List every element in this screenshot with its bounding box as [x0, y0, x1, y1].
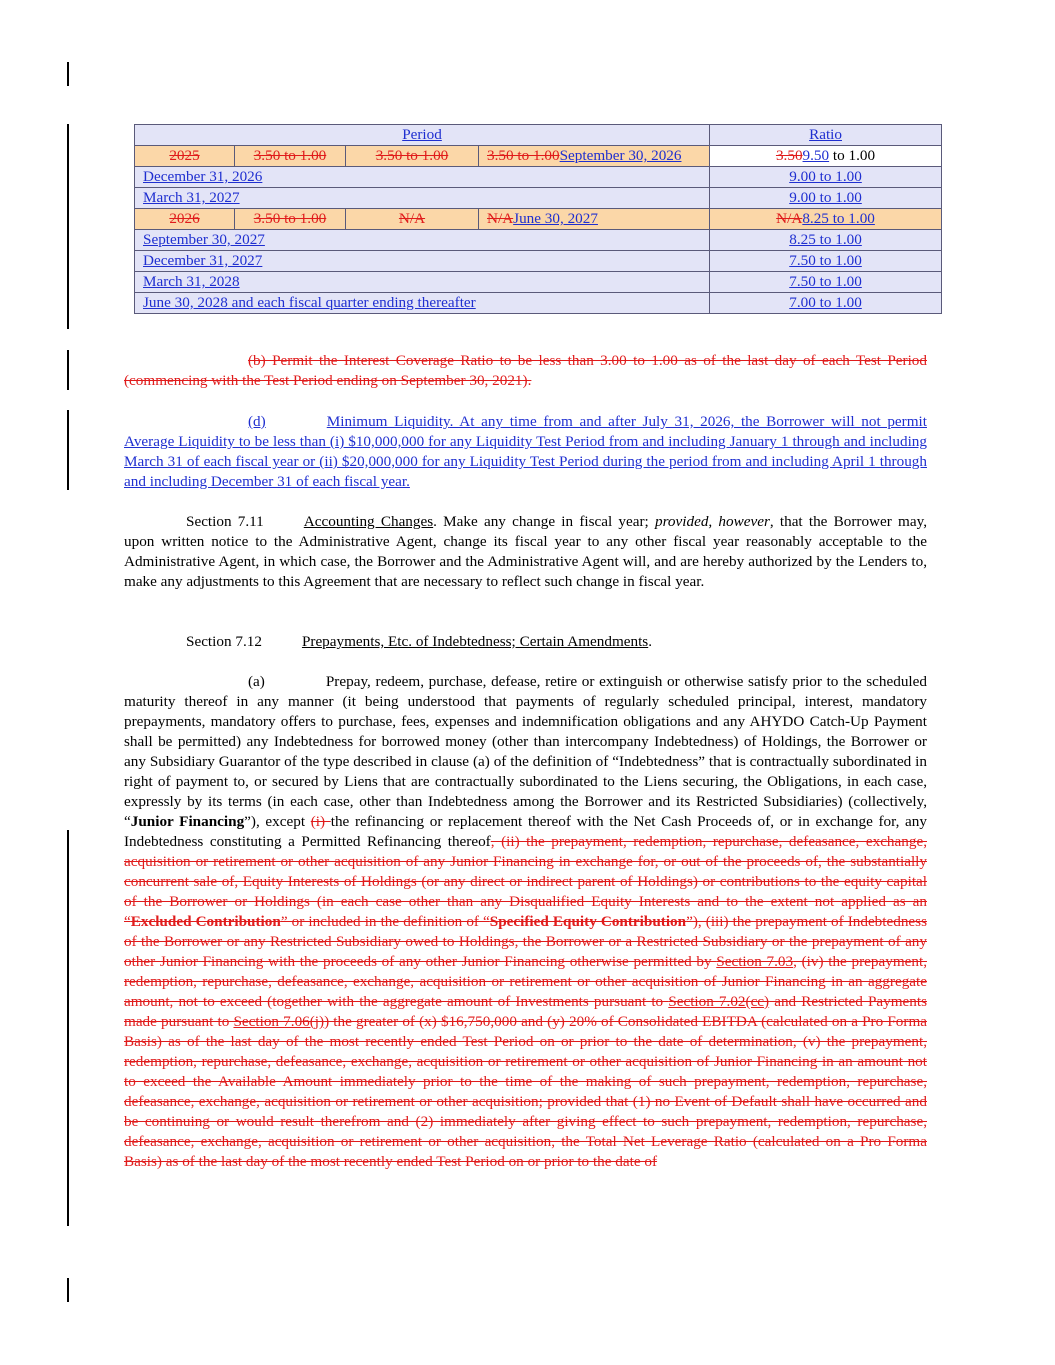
paragraph-d-minimum-liquidity: [124, 412, 927, 492]
year-cell: 2025: [135, 146, 235, 167]
table-row: [135, 167, 942, 188]
period-cell: March 31, 2027: [135, 188, 710, 209]
clause-label: (d): [248, 413, 266, 430]
section-number: Section 7.12: [186, 633, 262, 650]
period-cell: June 30, 2028 and each fiscal quarter ending thereafter: [135, 293, 710, 314]
table-cell: 3.50 to 1.00: [235, 146, 346, 167]
ratio-cell: 3.509.50 to 1.00: [710, 146, 942, 167]
table-row: [135, 146, 942, 167]
section-heading: Prepayments, Etc. of Indebtedness; Certain Amendments: [301, 633, 649, 650]
period-header: Period: [135, 125, 710, 146]
change-bar: [67, 1278, 69, 1302]
ratio-cell: 9.00 to 1.00: [710, 188, 942, 209]
table-row: [135, 188, 942, 209]
period-cell: N/AJune 30, 2027: [479, 209, 710, 230]
section-7-11: Section 7.11 Accounting Changes. Make any change in fiscal year; provided, however, that the Borrower may, upon written notice to the Administrative Agent, change its fiscal year to any other fiscal year reasonably acceptable to the Administrative Agent, in which case, the Borrower and the Administrative Agent will, and are hereby authorized by the Lenders to, make any adjustments to this Agreement that are necessary to reflect such change in fiscal year.: [124, 513, 927, 590]
paragraph-a-prepayments: (a) Prepay, redeem, purchase, defease, retire or extinguish or otherwise satisfy prior to the scheduled maturity thereof in any manner (it being understood that payments of regularly scheduled principal, interest, mandatory prepayments, mandatory offers to purchase, fees, expenses and indemnification obligations and any AHYDO Catch-Up Payment shall be permitted) any Indebtedness for borrowed money (other than intercompany Indebtedness) of Holdings, the Borrower or any Subsidiary Guarantor of the type described in clause (a) of the definition of “Indebtedness” that is contractually subordinated in right of payment to, or secured by Liens that are contractually subordinated to the Liens securing, the Obligations, in each case, expressly by its terms (in each case, other than Indebtedness among the Borrower and its Restricted Subsidiaries) (collectively, “Junior Financing”), except (i) the refinancing or replacement thereof with the Net Cash Proceeds of, or in exchange for, any Indebtedness constituting a Permitted Refinancing thereof, (ii) the prepayment, redemption, repurchase, defeasance, exchange, acquisition or retirement or other acquisition of any Junior Financing in exchange for, or out of the proceeds of, the substantially concurrent sale of, Equity Interests of Holdings (or any direct or indirect parent of Holdings) or contributions to the equity capital of the Borrower or Holdings (in each case other than any Disqualified Equity Interests and to the extent not applied as an “Excluded Contribution” or included in the definition of “Specified Equity Contribution”), (iii) the prepayment of Indebtedness of the Borrower or any Restricted Subsidiary owed to Holdings, the Borrower or a Restricted Subsidiary or the prepayment of any other Junior Financing with the proceeds of any other Junior Financing otherwise permitted by Section 7.03, (iv) the prepayment, redemption, repurchase, defeasance, exchange, acquisition or retirement or other acquisition of Junior Financing in an aggregate amount, not to exceed (together with the aggregate amount of Investments pursuant to Section 7.02(cc) and Restricted Payments made pursuant to Section 7.06(j)) the greater of (x) $16,750,000 and (y) 20% of Consolidated EBITDA (calculated on a Pro Forma Basis) as of the last day of the most recently ended Test Period on or prior to the date of determination, (v) the prepayment, redemption, repurchase, defeasance, exchange, acquisition or retirement or other acquisition of Junior Financing in an amount not to exceed the Available Amount immediately prior to the time of the making of such prepayment, redemption, repurchase, defeasance, exchange, acquisition or retirement or other acquisition; provided that (1) no Event of Default shall have occurred and be continuing or would result therefrom and (2) immediately after giving effect to such prepayment, redemption, repurchase, defeasance, exchange, acquisition or retirement or other acquisition, the Total Net Leverage Ratio (calculated on a Pro Forma Basis) as of the last day of the most recently ended Test Period on or prior to the date of: [124, 673, 927, 1170]
table-cell: N/A: [346, 209, 479, 230]
ratio-header: Ratio: [710, 125, 942, 146]
table-cell: 3.50 to 1.00: [235, 209, 346, 230]
table-row: [135, 272, 942, 293]
change-bar: [67, 410, 69, 490]
ratio-cell: 7.50 to 1.00: [710, 272, 942, 293]
period-cell: 3.50 to 1.00September 30, 2026: [479, 146, 710, 167]
clause-text: . At any time from and after July 31, 2026, the Borrower will not permit Average Liquidity to be less than (i) $10,000,000 for any Liquidity Test Period from and including January 1 through and including March 31 of each fiscal year or (ii) $20,000,000 for any Liquidity Test Period during the period from and including April 1 through and including December 31 of each fiscal year.: [124, 413, 927, 490]
table-row: [135, 209, 942, 230]
table-cell: 3.50 to 1.00: [346, 146, 479, 167]
deleted-text: (b) Permit the Interest Coverage Ratio to be less than 3.00 to 1.00 as of the last day of each Test Period (commencing with the Test Period ending on September 30, 2021).: [124, 352, 927, 389]
ratio-cell: 9.00 to 1.00: [710, 167, 942, 188]
period-cell: September 30, 2027: [135, 230, 710, 251]
change-bar: [67, 830, 69, 1226]
ratio-cell: 7.00 to 1.00: [710, 293, 942, 314]
ratio-cell: 7.50 to 1.00: [710, 251, 942, 272]
clause-heading: Minimum Liquidity: [326, 413, 450, 430]
change-bar: [67, 350, 69, 390]
section-heading: Accounting Changes: [303, 513, 434, 530]
ratio-cell: N/A8.25 to 1.00: [710, 209, 942, 230]
table-row: [135, 251, 942, 272]
paragraph-b-deleted: [124, 351, 927, 391]
table-header-row: [135, 125, 942, 146]
period-cell: December 31, 2026: [135, 167, 710, 188]
section-7-12: Section 7.12 Prepayments, Etc. of Indebtedness; Certain Amendments.: [186, 633, 653, 650]
table-row: [135, 293, 942, 314]
change-bar: [67, 124, 69, 329]
period-cell: March 31, 2028: [135, 272, 710, 293]
ratio-cell: 8.25 to 1.00: [710, 230, 942, 251]
section-number: Section 7.11: [186, 513, 264, 530]
period-cell: December 31, 2027: [135, 251, 710, 272]
change-bar: [67, 62, 69, 86]
table-row: [135, 230, 942, 251]
year-cell: 2026: [135, 209, 235, 230]
clause-label: (a): [248, 673, 265, 690]
leverage-ratio-table: [134, 124, 942, 314]
